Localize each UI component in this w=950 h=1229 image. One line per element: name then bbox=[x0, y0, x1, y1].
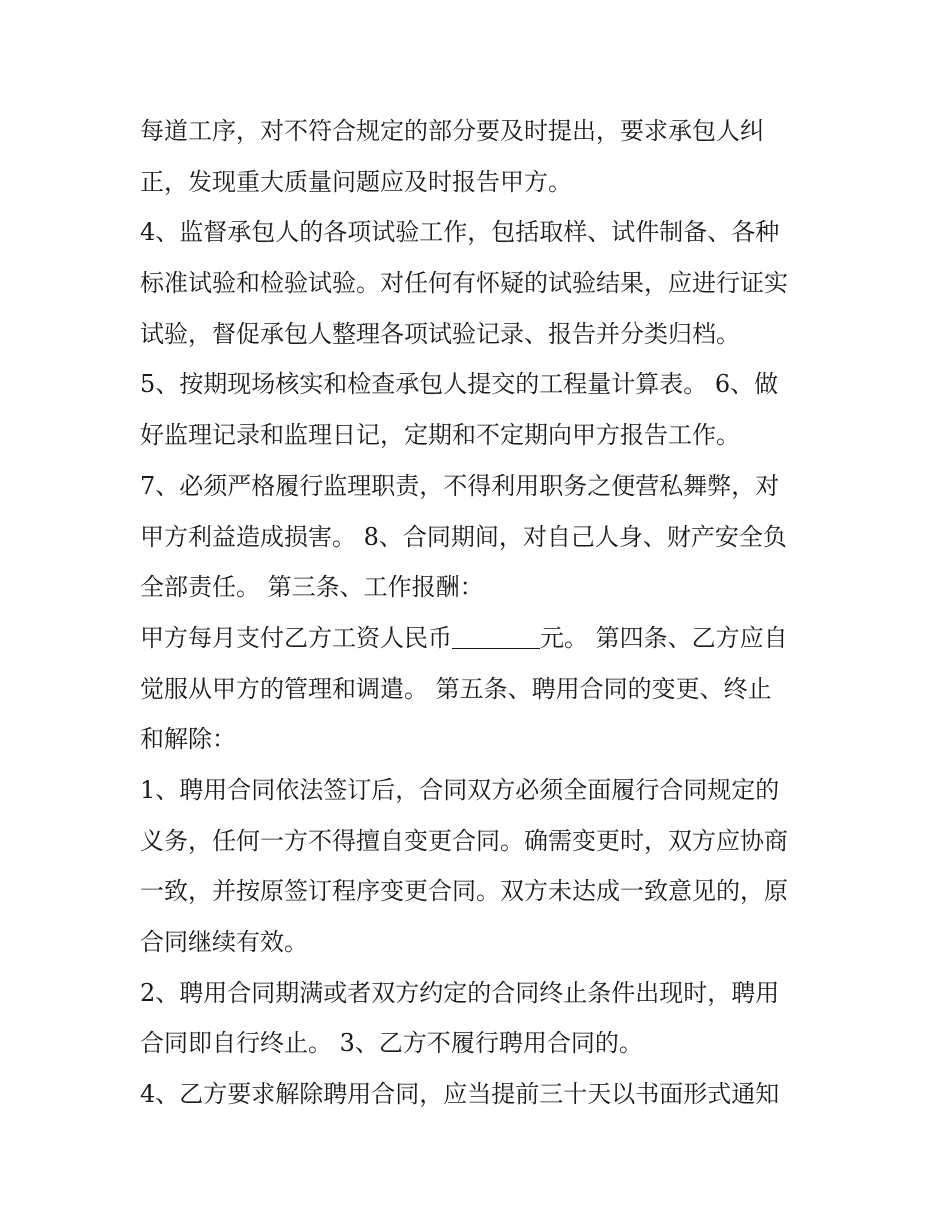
text-line: 和解除： bbox=[140, 725, 236, 754]
text-line: 合同即自行终止。 3、乙方不履行聘用合同的。 bbox=[140, 1029, 643, 1058]
text-line: 2、聘用合同期满或者双方约定的合同终止条件出现时，聘用 bbox=[140, 978, 780, 1007]
text-line: 合同继续有效。 bbox=[140, 928, 308, 956]
text-line: 觉服从甲方的管理和调遣。 第五条、聘用合同的变更、终止 bbox=[140, 674, 772, 703]
salary-text-before: 甲方每月支付乙方工资人民币 bbox=[140, 623, 452, 652]
text-line: 5、按期现场核实和检查承包人提交的工程量计算表。 6、做 bbox=[140, 370, 779, 399]
text-line: 正，发现重大质量问题应及时报告甲方。 bbox=[140, 167, 572, 196]
text-line: 义务，任何一方不得擅自变更合同。确需变更时，双方应协商 bbox=[140, 826, 788, 855]
text-line: 试验，督促承包人整理各项试验记录、报告并分类归档。 bbox=[140, 319, 740, 348]
salary-text-after: 元。 第四条、乙方应自 bbox=[540, 623, 788, 652]
text-line: 7、必须严格履行监理职责，不得利用职务之便营私舞弊，对 bbox=[140, 471, 780, 500]
text-line: 一致，并按原签订程序变更合同。双方未达成一致意见的，原 bbox=[140, 877, 788, 906]
text-line: 甲方利益造成损害。 8、合同期间，对自己人身、财产安全负 bbox=[140, 522, 787, 551]
text-line: 每道工序，对不符合规定的部分要及时提出，要求承包人纠 bbox=[140, 117, 764, 145]
text-line: 4、乙方要求解除聘用合同，应当提前三十天以书面形式通知 bbox=[140, 1080, 780, 1109]
salary-amount-blank bbox=[452, 624, 540, 649]
salary-line bbox=[140, 613, 830, 664]
text-line: 好监理记录和监理日记，定期和不定期向甲方报告工作。 bbox=[140, 421, 740, 450]
text-line: 4、监督承包人的各项试验工作，包括取样、试件制备、各种 bbox=[140, 218, 780, 247]
text-line: 1、聘用合同依法签订后，合同双方必须全面履行合同规定的 bbox=[140, 775, 780, 804]
text-line: 标准试验和检验试验。对任何有怀疑的试验结果，应进行证实 bbox=[140, 269, 788, 298]
text-line: 全部责任。 第三条、工作报酬： bbox=[140, 573, 484, 602]
document-body bbox=[140, 106, 830, 1120]
